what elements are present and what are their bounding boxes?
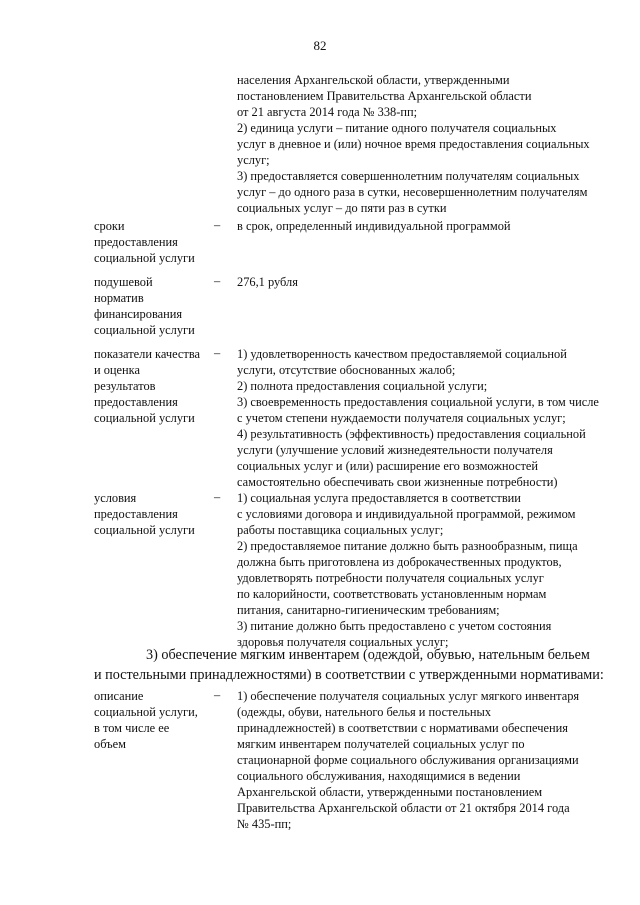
row-value-line: услуги (улучшение условий жизнедеятельности получателя	[237, 443, 553, 457]
row-label-line: подушевой	[94, 275, 153, 289]
row-dash: –	[214, 274, 221, 288]
row-label-line: сроки	[94, 219, 125, 233]
row-dash: –	[214, 490, 221, 504]
text-line: услуг – до одного раза в сутки, несовершеннолетним получателям	[237, 185, 588, 199]
row-value-line: с условиями договора и индивидуальной программой, режимом	[237, 507, 576, 521]
row-label-line: предоставления	[94, 235, 178, 249]
row-label-line: социальной услуги	[94, 251, 195, 265]
text-line: услуг;	[237, 153, 270, 167]
row-value-line: 3) питание должно быть предоставлено с учетом состояния	[237, 619, 552, 633]
text-line: постановлением Правительства Архангельской области	[237, 89, 532, 103]
page-number: 82	[313, 38, 327, 53]
text-line: социальных услуг – до пяти раз в сутки	[237, 201, 447, 215]
text-line: от 21 августа 2014 года № 338-пп;	[237, 105, 418, 119]
row-label-line: результатов	[94, 379, 156, 393]
row-value-line: должна быть приготовлена из доброкачественных продуктов,	[237, 555, 562, 569]
row-value-line: (одежды, обуви, нательного белья и постельных	[237, 705, 492, 719]
row-label-line: условия	[94, 491, 137, 505]
row-label-line: социальной услуги,	[94, 705, 198, 719]
row-label-line: социальной услуги	[94, 523, 195, 537]
row-label-line: финансирования	[94, 307, 183, 321]
text-line: 3) предоставляется совершеннолетним получателям социальных	[237, 169, 580, 183]
row-value-line: стационарной форме социального обслуживания организациями	[237, 753, 579, 767]
row-dash: –	[214, 688, 221, 702]
row-value-line: 1) обеспечение получателя социальных услуг мягкого инвентаря	[237, 689, 580, 703]
section-heading-line: и постельными принадлежностями) в соответствии с утвержденными нормативами:	[94, 667, 604, 683]
row-value-line: 2) полнота предоставления социальной услуги;	[237, 379, 488, 393]
row-label-line: в том числе ее	[94, 721, 170, 735]
row-value-line: Правительства Архангельской области от 21 октября 2014 года	[237, 801, 570, 815]
row-label-line: социальной услуги	[94, 411, 195, 425]
text-line: населения Архангельской области, утвержденными	[237, 73, 510, 87]
row-value-line: Архангельской области, утвержденными постановлением	[237, 785, 543, 799]
row-label-line: социальной услуги	[94, 323, 195, 337]
row-value-line: услуги, отсутствие обоснованных жалоб;	[237, 363, 456, 377]
row-value-line: 1) удовлетворенность качеством предоставляемой социальной	[237, 347, 567, 361]
row-value-line: социального обслуживания, находящимися в ведении	[237, 769, 521, 783]
row-label-line: объем	[94, 737, 126, 751]
row-label-line: норматив	[94, 291, 144, 305]
row-value-line: 4) результативность (эффективность) предоставления социальной	[237, 427, 586, 441]
row-value-line: самостоятельно обеспечивать свои жизненные потребности)	[237, 475, 558, 489]
section-heading-line: 3) обеспечение мягким инвентарем (одеждой, обувью, нательным бельем	[146, 647, 590, 663]
text-line: услуг в дневное и (или) ночное время предоставления социальных	[237, 137, 590, 151]
row-value-line: питания, санитарно-гигиеническим требованиям;	[237, 603, 500, 617]
row-value-line: в срок, определенный индивидуальной программой	[237, 219, 511, 233]
row-dash: –	[214, 346, 221, 360]
row-label-line: предоставления	[94, 395, 178, 409]
row-value-line: мягким инвентарем получателей социальных услуг по	[237, 737, 525, 751]
row-value-line: удовлетворять потребности получателя социальных услуг	[237, 571, 544, 585]
row-value-line: 3) своевременность предоставления социальной услуги, в том числе	[237, 395, 599, 409]
row-value-line: по калорийности, соответствовать установленным нормам	[237, 587, 547, 601]
row-value-line: работы поставщика социальных услуг;	[237, 523, 444, 537]
text-line: 2) единица услуги – питание одного получателя социальных	[237, 121, 557, 135]
row-dash: –	[214, 218, 221, 232]
row-label-line: и оценка	[94, 363, 141, 377]
row-value-line: социальных услуг и (или) расширение его возможностей	[237, 459, 539, 473]
row-label-line: описание	[94, 689, 144, 703]
row-value-line: принадлежностей) в соответствии с нормативами обеспечения	[237, 721, 568, 735]
row-value-line: здоровья получателя социальных услуг;	[237, 635, 449, 649]
row-value-line: 2) предоставляемое питание должно быть разнообразным, пища	[237, 539, 578, 553]
row-label-line: показатели качества	[94, 347, 201, 361]
row-label-line: предоставления	[94, 507, 178, 521]
row-value-line: 276,1 рубля	[237, 275, 298, 289]
row-value-line: 1) социальная услуга предоставляется в соответствии	[237, 491, 521, 505]
row-value-line: № 435-пп;	[237, 817, 292, 831]
row-value-line: с учетом степени нуждаемости получателя социальных услуг;	[237, 411, 566, 425]
